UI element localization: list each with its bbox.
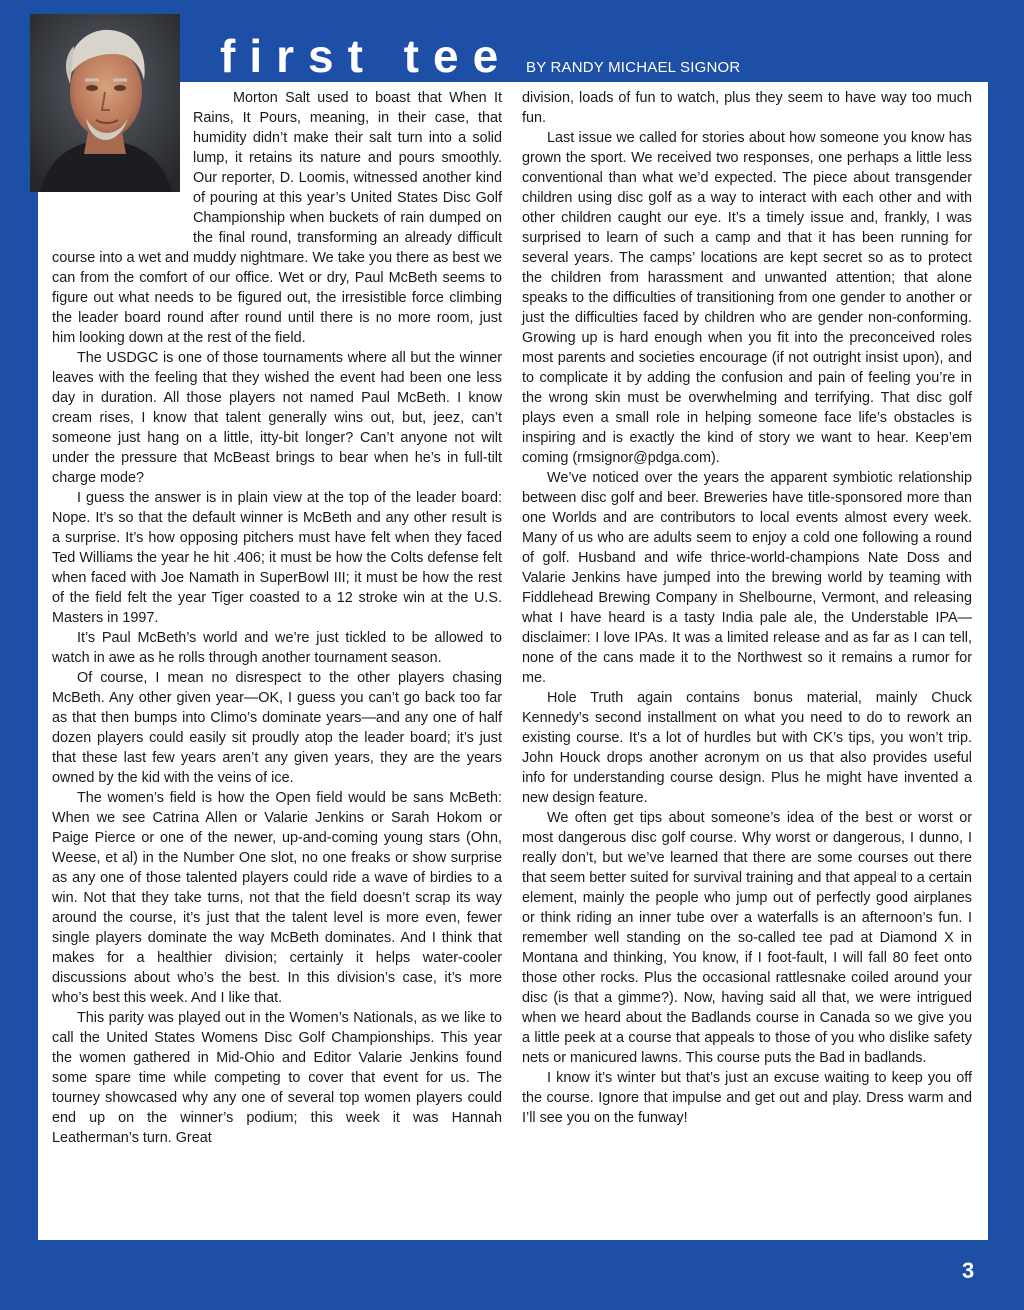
paragraph-text: Morton Salt used to boast that When It Rains, It Pours, meaning, in their case, that humidity didn’t make their salt turn into a solid lump, it retains its nature and pours smoothly. Our reporter, D. Loomis, witnessed another kind of pouring at this year’s United States Disc Golf Championship when buckets of rain dumped on the final round, transforming an already difficult course into a wet and muddy nightmare. We take you there as best we can from the comfort of our office. Wet or dry, Paul McBeth seems to figure out what needs to be figured out, the irresistible force climbing the leader board round after round until there is no more room, just him looking down at the rest of the field. <box>52 90 502 346</box>
paragraph: I guess the answer is in plain view at the top of the leader board: Nope. It’s so that the default winner is McBeth and any other result is a surprise. It’s how opposing pitchers must have felt when they faced Ted Williams the year he hit .406; it must be how the Colts defense felt when faced with Joe Namath in SuperBowl III; it must be how the rest of the field felt the year Tiger coasted to a 12 stroke win at the U.S. Masters in 1997. <box>52 490 502 626</box>
paragraph: It’s Paul McBeth’s world and we’re just tickled to be allowed to watch in awe as he rolls through another tournament season. <box>52 630 502 666</box>
paragraph: The women’s field is how the Open field would be sans McBeth: When we see Catrina Allen or Valarie Jenkins or Sarah Hokom or Paige Pierce or one of the newer, up-and-coming young stars (Ohn, Weese, et al) in the Number One slot, no one freaks or show surprise as any one of those talented players could ride a wave of birdies to a win. Not that they take turns, not that the field doesn’t scrap its way around the course, it’s just that the talent level is more even, fewer single players dominate the way McBeth dominates. And I think that makes for a healthier division; certainly it helps water-cooler discussions about who’s the best. In this division’s case, it’s more who’s best this week. And I like that. <box>52 790 502 1006</box>
paragraph: We often get tips about someone’s idea of the best or worst or most dangerous disc golf course. Why worst or dangerous, I dunno, I really don’t, but we’ve learned that there are some courses out there that seem better suited for survival training and that appeal to a certain element, mainly the people who jump out of perfectly good airplanes or think riding an inner tube over a waterfalls is an afternoon’s fun. I remember well standing on the so-called tee pad at Diamond X in Montana and thinking, You know, if I foot-fault, I will fall 80 feet onto those other rocks. Plus the occasional rattlesnake coiled around your disc (is that a gimme?). Now, having said all that, we were intrigued when we heard about the Badlands course in Canada so we give you a little peek at a course that appeals to those of you who dislike safety nets or manicured lawns. This course puts the Bad in badlands. <box>522 810 972 1066</box>
paragraph: Of course, I mean no disrespect to the other players chasing McBeth. Any other given year—OK, I guess you can’t go back too far as that then bumps into Climo’s dominate years—and any one of half dozen players could easily sit proudly atop the leader board; it’s just that these last few years aren’t any given years, they are the years owned by the kid with the veins of ice. <box>52 670 502 786</box>
photo-wrap-spacer <box>52 88 193 248</box>
paragraph: I know it’s winter but that’s just an excuse waiting to keep you off the course. Ignore that impulse and get out and play. Dress warm and I’ll see you on the funway! <box>522 1070 972 1126</box>
right-column <box>522 88 972 1128</box>
left-column <box>52 88 502 1148</box>
byline: BY RANDY MICHAEL SIGNOR <box>526 59 741 76</box>
paragraph: Last issue we called for stories about how someone you know has grown the sport. We received two responses, one perhaps a little less conventional than what we’d expected. The piece about transgender children using disc golf as a way to interact with each other and with other children caught our eye. It’s a timely issue and, frankly, I was surprised to learn of such a camp and that it has been running for several years. The camps’ locations are kept secret so as to protect the children from harassment and unwanted attention; that alone speaks to the difficulties of transitioning from one gender to another or just the difficulties faced by children who are gender non-conforming. Growing up is hard enough when you fit into the preconceived roles most parents and societies encourage (if not outright insist upon), and to complicate it by adding the confusion and pain of feeling you’re in the wrong skin must be overwhelming and terrifying. That disc golf plays even a small role in helping someone face life’s obstacles is inspiring and is exactly the kind of story we want to hear. Keep’em coming (rmsignor@pdga.com). <box>522 130 972 466</box>
paragraph: The USDGC is one of those tournaments where all but the winner leaves with the feeling that they wished the event had been one less day in duration. All those players not named Paul McBeth. I know cream rises, I know that talent generally wins out, but, jeez, can’t someone just hang on a little, itty-bit longer? Can’t anyone not wilt under the pressure that McBeast brings to bear when he’s in full-tilt charge mode? <box>52 350 502 486</box>
paragraph: Hole Truth again contains bonus material, mainly Chuck Kennedy’s second installment on what you need to do to rework an existing course. It’s a lot of hurdles but with CK’s tips, you won’t trip. John Houck drops another acronym on us that also provides useful info for understanding course design. Plus he might have invented a new design feature. <box>522 690 972 806</box>
paragraph: This parity was played out in the Women’s Nationals, as we like to call the United States Womens Disc Golf Championships. This year the women gathered in Mid-Ohio and Editor Valarie Jenkins found some spare time while competing to cover that event for us. The tourney showcased why any one of several top women players could end up on the winner’s podium; this week it was Hannah Leatherman’s turn. Great <box>52 1010 502 1146</box>
page-number: 3 <box>962 1258 975 1283</box>
paragraph: division, loads of fun to watch, plus they seem to have way too much fun. <box>522 90 972 126</box>
column-title: first tee <box>220 30 513 82</box>
paragraph: We’ve noticed over the years the apparent symbiotic relationship between disc golf and beer. Breweries have title-sponsored more than one Worlds and are contributors to local events almost every week. Many of us who are adults seem to enjoy a cold one following a round of golf. Husband and wife thrice-world-champions Nate Doss and Valarie Jenkins have jumped into the brewing world by teaming with Fiddlehead Brewing Company in Shelbourne, Vermont, and releasing what I have heard is a tasty India pale ale, the Understable IPA—disclaimer: I love IPAs. It was a limited release and as far as I can tell, none of the cans made it to the Northwest so it remains a rumor for me. <box>522 470 972 686</box>
